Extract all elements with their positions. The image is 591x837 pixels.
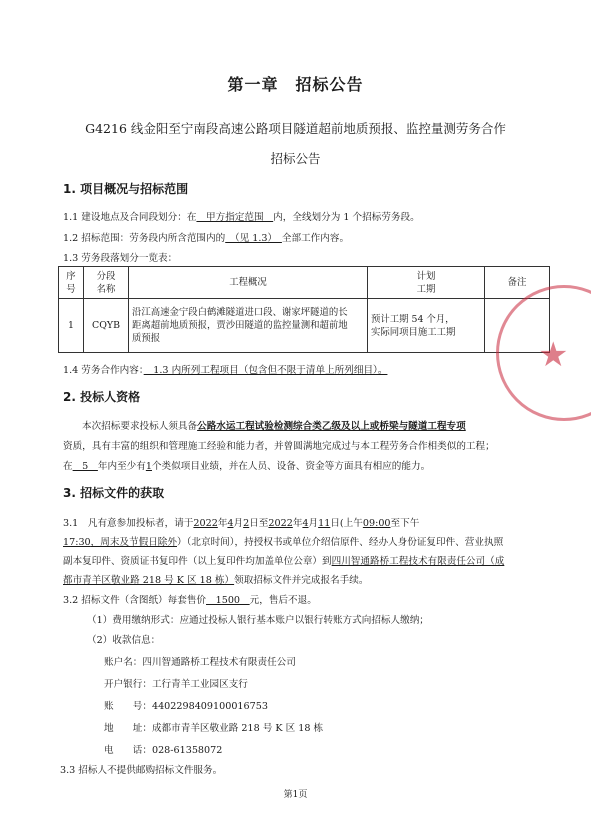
para-1-4	[63, 362, 387, 376]
header-plan	[368, 267, 485, 299]
t: 至下午	[390, 518, 420, 529]
notice-title-line1: G4216 线金阳至宁南段高速公路项目隧道超前地质预报、监控量测劳务合作	[85, 121, 506, 136]
para-3-1-line2	[63, 534, 503, 548]
para-3-1-line3	[63, 553, 504, 567]
t: 3.1 凡有意参加投标者，请于	[63, 518, 194, 529]
end-time: 17:30	[63, 537, 91, 548]
para-1-1-text: 1.1 建设地点及合同段划分：在	[63, 212, 197, 223]
qualification-fill: 公路水运工程试验检测综合类乙级及以上或桥梁与隧道工程专项	[197, 421, 466, 432]
company-fill-2: 都市青羊区敬业路 218 号 K 区 18 栋）	[63, 575, 235, 586]
para-1-4-fill: 1.3 内所列工程项目（包含但不限于清单上所列细目）。	[143, 365, 388, 376]
para-1-1	[63, 209, 420, 223]
para-2-line2: 资质，具有丰富的组织和管理施工经验和能力者，并曾圆满地完成过与本工程劳务合作相类似的工程；	[63, 441, 495, 452]
bank-address: 地 址：成都市青羊区敬业路 218 号 K 区 18 栋	[104, 723, 324, 734]
plan-line-1: 预计工期 54 个月，	[371, 313, 455, 325]
bank-branch: 开户银行：工行青羊工业园区支行	[104, 679, 248, 690]
header-segment	[84, 267, 129, 299]
section1-heading: 1. 项目概况与招标范围	[63, 182, 189, 196]
para-3-2	[63, 592, 317, 606]
para-1-2	[63, 230, 349, 244]
para-1-1-fill: 甲方指定范围	[196, 212, 274, 223]
para-1-3: 1.3 劳务段落划分一览表：	[63, 253, 178, 264]
t: 月	[308, 518, 319, 529]
years-fill: 5	[72, 461, 98, 472]
section2-heading: 2. 投标人资格	[63, 390, 141, 404]
start-day: 2	[243, 518, 250, 529]
t: 副本复印件、资质证书复印件（以上复印件均加盖单位公章）到	[63, 556, 332, 567]
para-3-3: 3.3 招标人不提供邮购招标文件服务。	[60, 765, 223, 776]
t: 年	[217, 518, 228, 529]
cell-plan	[368, 299, 485, 353]
para-2-text: 本次招标要求投标人须具备	[82, 421, 198, 432]
bank-phone: 电 话：028-61358072	[104, 745, 223, 756]
l3e: 个类似项目业绩，并在人员、设备、资金等方面具有相应的能力。	[151, 461, 431, 472]
payment-method: （1）费用缴纳形式：应通过投标人银行基本账户以银行转账方式向招标人缴纳；	[87, 615, 429, 626]
plan-line-2: 实际同项目施工工期	[371, 326, 456, 338]
para-1-2-text-end: 全部工作内容。	[281, 233, 350, 244]
header-note: 备注	[485, 267, 550, 299]
para-1-4-text: 1.4 劳务合作内容：	[63, 365, 144, 376]
header-seg-2: 名称	[96, 283, 116, 295]
para-1-2-fill: （见 1.3）	[225, 233, 282, 244]
header-no	[59, 267, 84, 299]
para-3-1-line1	[63, 515, 419, 529]
l3c: 年内至少有	[97, 461, 146, 472]
t: 3.2 招标文件（含图纸）每套售价	[63, 595, 207, 606]
t: 元，售后不退。	[249, 595, 317, 606]
price-fill: 1500	[206, 595, 250, 606]
t: 月	[233, 518, 244, 529]
header-plan-2: 工期	[416, 283, 436, 295]
section3-heading: 3. 招标文件的获取	[63, 486, 165, 500]
start-month: 4	[227, 518, 234, 529]
start-time: 09:00	[362, 518, 391, 529]
cell-no: 1	[59, 299, 84, 353]
seal-star-icon: ★	[538, 335, 569, 375]
desc-line-3: 质预报	[132, 333, 161, 344]
header-no-2: 号	[66, 283, 76, 295]
l3a: 在	[63, 461, 73, 472]
cell-segment: CQYB	[84, 299, 129, 353]
t: 年	[292, 518, 303, 529]
company-fill-1: 四川智通路桥工程技术有限责任公司（成	[331, 556, 505, 567]
para-1-1-text-end: 内，全线划分为 1 个招标劳务段。	[273, 212, 420, 223]
desc-line-2: 距离超前地质预报，贾沙田隧道的监控量测和超前地	[132, 320, 348, 331]
table-header-row	[59, 267, 550, 299]
chapter-title: 第一章 招标公告	[227, 75, 364, 94]
receiving-info-label: （2）收款信息：	[87, 635, 161, 646]
cell-description	[129, 299, 368, 353]
labor-section-table	[58, 266, 550, 353]
end-day: 11	[318, 518, 331, 529]
para-3-1-line4	[63, 572, 368, 586]
end-month: 4	[302, 518, 309, 529]
table-row	[59, 299, 550, 353]
end-year: 2022	[268, 518, 293, 529]
header-description: 工程概况	[129, 267, 368, 299]
bank-account-name: 账户名：四川智通路桥工程技术有限责任公司	[104, 657, 296, 668]
para-1-2-text: 1.2 招标范围：劳务段内所含范围内的	[63, 233, 226, 244]
t: 日(上午	[330, 518, 363, 529]
t: 日至	[249, 518, 269, 529]
weekend-note: ，周末及节假日除外	[90, 537, 177, 548]
header-plan-1: 计划	[416, 270, 436, 282]
desc-line-1: 沿江高速金宁段白鹤滩隧道进口段、谢家坪隧道的长	[132, 307, 348, 318]
para-2-line3	[63, 458, 430, 472]
bank-account-number: 账 号：4402298409100016753	[104, 701, 268, 712]
header-no-1: 序	[66, 270, 76, 282]
count-fill: 1	[145, 461, 152, 472]
header-seg-1: 分段	[96, 270, 116, 282]
start-year: 2022	[193, 518, 218, 529]
notice-title-line2: 招标公告	[270, 151, 321, 166]
page-number: 第1页	[283, 790, 308, 800]
t: ）（北京时间），持授权书或单位介绍信原件、经办人身份证复印件、营业执照	[177, 537, 504, 548]
para-2-line1	[82, 418, 466, 432]
t: 领取招标文件并完成报名手续。	[234, 575, 369, 586]
